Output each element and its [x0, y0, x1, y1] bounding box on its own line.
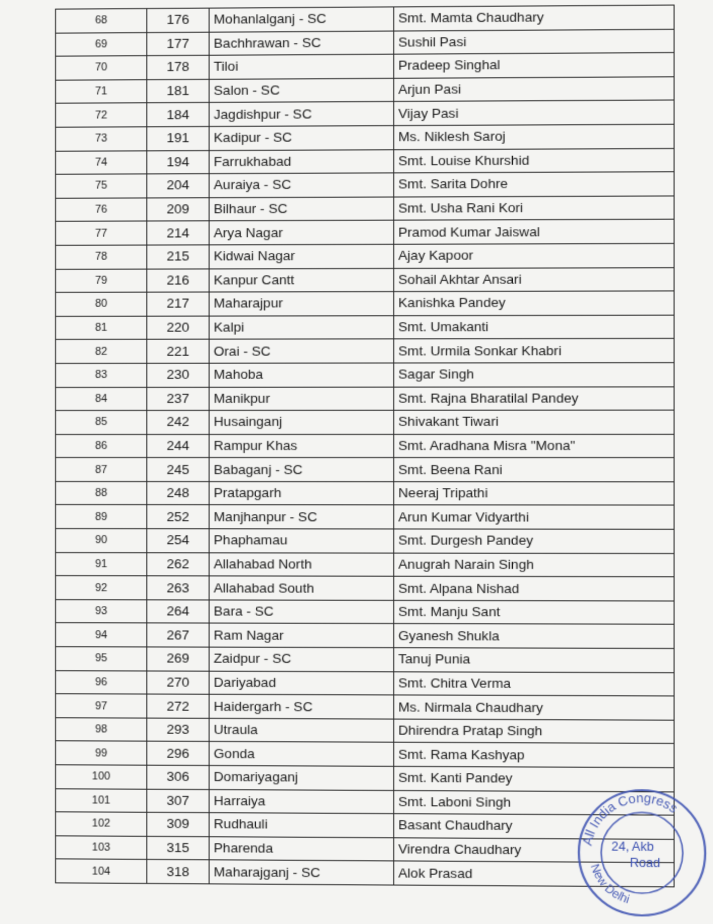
- seal-center-line2: Road: [629, 855, 661, 871]
- constituency-number-cell: 242: [147, 410, 209, 434]
- candidate-name-cell: Smt. Louise Khurshid: [394, 148, 674, 173]
- constituency-number-cell: 217: [147, 292, 209, 316]
- serial-number-cell: 76: [56, 198, 147, 222]
- constituency-name-cell: Gonda: [209, 742, 394, 767]
- serial-number-cell: 86: [56, 434, 147, 458]
- candidate-name-cell: Pramod Kumar Jaiswal: [394, 220, 674, 245]
- candidate-name-cell: Smt. Chitra Verma: [394, 671, 674, 696]
- table-row: [56, 741, 675, 768]
- table-row: [56, 410, 675, 434]
- candidate-name-cell: Gyanesh Shukla: [394, 624, 674, 649]
- candidate-name-cell: Smt. Aradhana Misra "Mona": [394, 434, 674, 458]
- constituency-number-cell: 309: [147, 812, 209, 836]
- constituency-name-cell: Rudhauli: [209, 813, 394, 838]
- serial-number-cell: 93: [56, 599, 147, 623]
- serial-number-cell: 100: [56, 765, 147, 789]
- candidate-name-cell: Sagar Singh: [394, 363, 674, 387]
- constituency-name-cell: Mohanlalganj - SC: [209, 7, 394, 32]
- serial-number-cell: 104: [56, 859, 147, 883]
- constituency-number-cell: 216: [147, 268, 209, 292]
- constituency-name-cell: Pratapgarh: [209, 481, 394, 505]
- table-row: [56, 29, 675, 56]
- constituency-number-cell: 306: [147, 765, 209, 789]
- constituency-number-cell: 184: [147, 103, 209, 127]
- constituency-number-cell: 237: [147, 387, 209, 411]
- candidate-name-cell: Smt. Rajna Bharatilal Pandey: [394, 386, 674, 410]
- constituency-number-cell: 204: [147, 174, 209, 198]
- constituency-name-cell: Utraula: [209, 718, 394, 742]
- constituency-number-cell: 293: [147, 718, 209, 742]
- constituency-name-cell: Farrukhabad: [209, 149, 394, 173]
- constituency-number-cell: 181: [147, 79, 209, 103]
- constituency-number-cell: 272: [147, 694, 209, 718]
- serial-number-cell: 81: [56, 316, 147, 340]
- serial-number-cell: 72: [56, 103, 147, 127]
- seal-bottom-text: New Delhi: [587, 862, 632, 907]
- constituency-name-cell: Arya Nagar: [209, 220, 394, 244]
- candidate-table-body: [56, 5, 675, 887]
- serial-number-cell: 82: [56, 340, 147, 364]
- serial-number-cell: 80: [56, 292, 147, 316]
- table-row: [56, 647, 675, 673]
- constituency-number-cell: 230: [147, 363, 209, 387]
- constituency-number-cell: 215: [147, 245, 209, 269]
- constituency-name-cell: Rampur Khas: [209, 434, 394, 458]
- constituency-number-cell: 220: [147, 316, 209, 340]
- constituency-name-cell: Kadipur - SC: [209, 126, 394, 151]
- constituency-name-cell: Jagdishpur - SC: [209, 102, 394, 127]
- serial-number-cell: 75: [56, 174, 147, 198]
- serial-number-cell: 73: [56, 127, 147, 151]
- serial-number-cell: 89: [56, 505, 147, 529]
- table-row: [56, 576, 675, 601]
- constituency-number-cell: 262: [147, 552, 209, 576]
- constituency-name-cell: Phaphamau: [209, 529, 394, 553]
- serial-number-cell: 78: [56, 245, 147, 269]
- candidate-name-cell: Shivakant Tiwari: [394, 410, 674, 434]
- constituency-name-cell: Kalpi: [209, 315, 394, 339]
- candidate-name-cell: Smt. Kanti Pandey: [394, 766, 674, 791]
- constituency-number-cell: 176: [147, 8, 209, 32]
- serial-number-cell: 70: [56, 56, 147, 80]
- constituency-name-cell: Manikpur: [209, 387, 394, 411]
- table-row: [56, 718, 675, 744]
- office-seal: [565, 778, 681, 907]
- table-row: [56, 363, 675, 387]
- candidate-name-cell: Arun Kumar Vidyarthi: [394, 505, 674, 529]
- candidate-name-cell: Alok Prasad: [394, 861, 674, 887]
- constituency-name-cell: Auraiya - SC: [209, 173, 394, 197]
- table-row: [56, 386, 675, 410]
- constituency-number-cell: 318: [147, 860, 209, 884]
- constituency-number-cell: 296: [147, 742, 209, 766]
- constituency-name-cell: Bara - SC: [209, 600, 394, 624]
- constituency-name-cell: Kanpur Cantt: [209, 268, 394, 292]
- table-row: [56, 77, 675, 104]
- table-row: [56, 220, 675, 246]
- table-row: [56, 481, 675, 505]
- constituency-number-cell: 263: [147, 576, 209, 600]
- table-row: [56, 243, 675, 269]
- constituency-number-cell: 177: [147, 32, 209, 56]
- table-row: [56, 315, 675, 340]
- serial-number-cell: 96: [56, 670, 147, 694]
- table-row: [56, 458, 675, 482]
- serial-number-cell: 84: [56, 387, 147, 411]
- serial-number-cell: 87: [56, 458, 147, 482]
- serial-number-cell: 101: [56, 788, 147, 812]
- constituency-name-cell: Salon - SC: [209, 78, 394, 103]
- constituency-name-cell: Domariyaganj: [209, 765, 394, 790]
- serial-number-cell: 69: [56, 32, 147, 56]
- constituency-name-cell: Mahoba: [209, 363, 394, 387]
- candidate-name-cell: Smt. Sarita Dohre: [394, 172, 674, 197]
- candidate-name-cell: Neeraj Tripathi: [394, 482, 674, 506]
- candidate-name-cell: Kanishka Pandey: [394, 291, 674, 315]
- candidate-name-cell: Virendra Chaudhary: [394, 838, 674, 863]
- seal-center-line1: 24, Akb: [611, 839, 654, 854]
- serial-number-cell: 79: [56, 269, 147, 293]
- serial-number-cell: 91: [56, 552, 147, 576]
- table-row: [56, 599, 675, 624]
- table-row: [56, 53, 675, 80]
- candidate-name-cell: Ms. Nirmala Chaudhary: [394, 695, 674, 720]
- constituency-number-cell: 244: [147, 434, 209, 458]
- constituency-name-cell: Tiloi: [209, 54, 394, 79]
- serial-number-cell: 88: [56, 481, 147, 505]
- serial-number-cell: 74: [56, 150, 147, 174]
- table-row: [56, 552, 675, 577]
- candidate-name-cell: Smt. Alpana Nishad: [394, 576, 674, 600]
- constituency-number-cell: 191: [147, 126, 209, 150]
- constituency-name-cell: Husainganj: [209, 410, 394, 434]
- table-row: [56, 100, 675, 127]
- table-row: [56, 124, 675, 151]
- table-row: [56, 339, 675, 364]
- candidate-name-cell: Dhirendra Pratap Singh: [394, 719, 674, 744]
- candidate-name-cell: Smt. Rama Kashyap: [394, 743, 674, 768]
- serial-number-cell: 92: [56, 576, 147, 600]
- constituency-name-cell: Manjhanpur - SC: [209, 505, 394, 529]
- candidate-name-cell: Smt. Usha Rani Kori: [394, 196, 674, 221]
- serial-number-cell: 102: [56, 812, 147, 836]
- constituency-name-cell: Maharajganj - SC: [209, 860, 394, 885]
- candidate-name-cell: Basant Chaudhary: [394, 814, 674, 839]
- table-row: [56, 623, 675, 648]
- constituency-number-cell: 315: [147, 836, 209, 860]
- constituency-name-cell: Pharenda: [209, 836, 394, 861]
- candidate-name-cell: Pradeep Singhal: [394, 53, 674, 78]
- constituency-name-cell: Haidergarh - SC: [209, 694, 394, 718]
- candidate-name-cell: Smt. Durgesh Pandey: [394, 529, 674, 553]
- constituency-name-cell: Zaidpur - SC: [209, 647, 394, 671]
- serial-number-cell: 90: [56, 529, 147, 553]
- constituency-number-cell: 178: [147, 55, 209, 79]
- serial-number-cell: 95: [56, 647, 147, 671]
- serial-number-cell: 83: [56, 363, 147, 387]
- candidate-name-cell: Arjun Pasi: [394, 77, 674, 102]
- constituency-name-cell: Ram Nagar: [209, 623, 394, 647]
- table-row: [56, 196, 675, 222]
- constituency-number-cell: 270: [147, 671, 209, 695]
- serial-number-cell: 68: [56, 9, 147, 33]
- constituency-name-cell: Orai - SC: [209, 339, 394, 363]
- candidate-name-cell: Smt. Urmila Sonkar Khabri: [394, 339, 674, 363]
- table-row: [56, 694, 675, 720]
- constituency-name-cell: Dariyabad: [209, 671, 394, 695]
- constituency-name-cell: Babaganj - SC: [209, 458, 394, 482]
- candidate-name-cell: Smt. Laboni Singh: [394, 790, 674, 815]
- serial-number-cell: 71: [56, 79, 147, 103]
- serial-number-cell: 77: [56, 221, 147, 245]
- table-row: [56, 291, 675, 316]
- constituency-number-cell: 209: [147, 197, 209, 221]
- constituency-name-cell: Maharajpur: [209, 292, 394, 316]
- constituency-number-cell: 214: [147, 221, 209, 245]
- table-row: [56, 172, 675, 198]
- serial-number-cell: 97: [56, 694, 147, 718]
- candidate-name-cell: Smt. Beena Rani: [394, 458, 674, 482]
- constituency-name-cell: Allahabad North: [209, 552, 394, 576]
- serial-number-cell: 98: [56, 718, 147, 742]
- candidate-name-cell: Ajay Kapoor: [394, 243, 674, 268]
- constituency-number-cell: 221: [147, 339, 209, 363]
- constituency-number-cell: 254: [147, 529, 209, 553]
- serial-number-cell: 94: [56, 623, 147, 647]
- constituency-number-cell: 269: [147, 647, 209, 671]
- table-row: [56, 670, 675, 696]
- constituency-name-cell: Allahabad South: [209, 576, 394, 600]
- constituency-number-cell: 264: [147, 600, 209, 624]
- table-row: [56, 434, 675, 458]
- constituency-name-cell: Harraiya: [209, 789, 394, 814]
- constituency-number-cell: 194: [147, 150, 209, 174]
- table-row: [56, 267, 675, 292]
- candidate-name-cell: Ms. Niklesh Saroj: [394, 124, 674, 149]
- candidate-name-cell: Anugrah Narain Singh: [394, 553, 674, 577]
- serial-number-cell: 85: [56, 411, 147, 435]
- candidate-name-cell: Tanuj Punia: [394, 648, 674, 673]
- table-row: [56, 505, 675, 529]
- candidate-name-cell: Sohail Akhtar Ansari: [394, 267, 674, 291]
- table-row: [56, 148, 675, 174]
- candidate-name-cell: Vijay Pasi: [394, 100, 674, 125]
- candidate-name-cell: Sushil Pasi: [394, 29, 674, 54]
- constituency-number-cell: 252: [147, 505, 209, 529]
- serial-number-cell: 99: [56, 741, 147, 765]
- constituency-number-cell: 248: [147, 481, 209, 505]
- constituency-number-cell: 267: [147, 623, 209, 647]
- seal-ring-text: All India Congress: [579, 790, 681, 847]
- candidate-name-cell: Smt. Mamta Chaudhary: [394, 5, 674, 31]
- constituency-name-cell: Bilhaur - SC: [209, 197, 394, 221]
- candidate-name-cell: Smt. Umakanti: [394, 315, 674, 339]
- candidate-name-cell: Smt. Manju Sant: [394, 600, 674, 624]
- serial-number-cell: 103: [56, 836, 147, 860]
- table-row: [56, 529, 675, 554]
- constituency-name-cell: Bachhrawan - SC: [209, 31, 394, 56]
- constituency-number-cell: 245: [147, 458, 209, 482]
- constituency-number-cell: 307: [147, 789, 209, 813]
- constituency-name-cell: Kidwai Nagar: [209, 244, 394, 268]
- candidate-table: [55, 5, 675, 888]
